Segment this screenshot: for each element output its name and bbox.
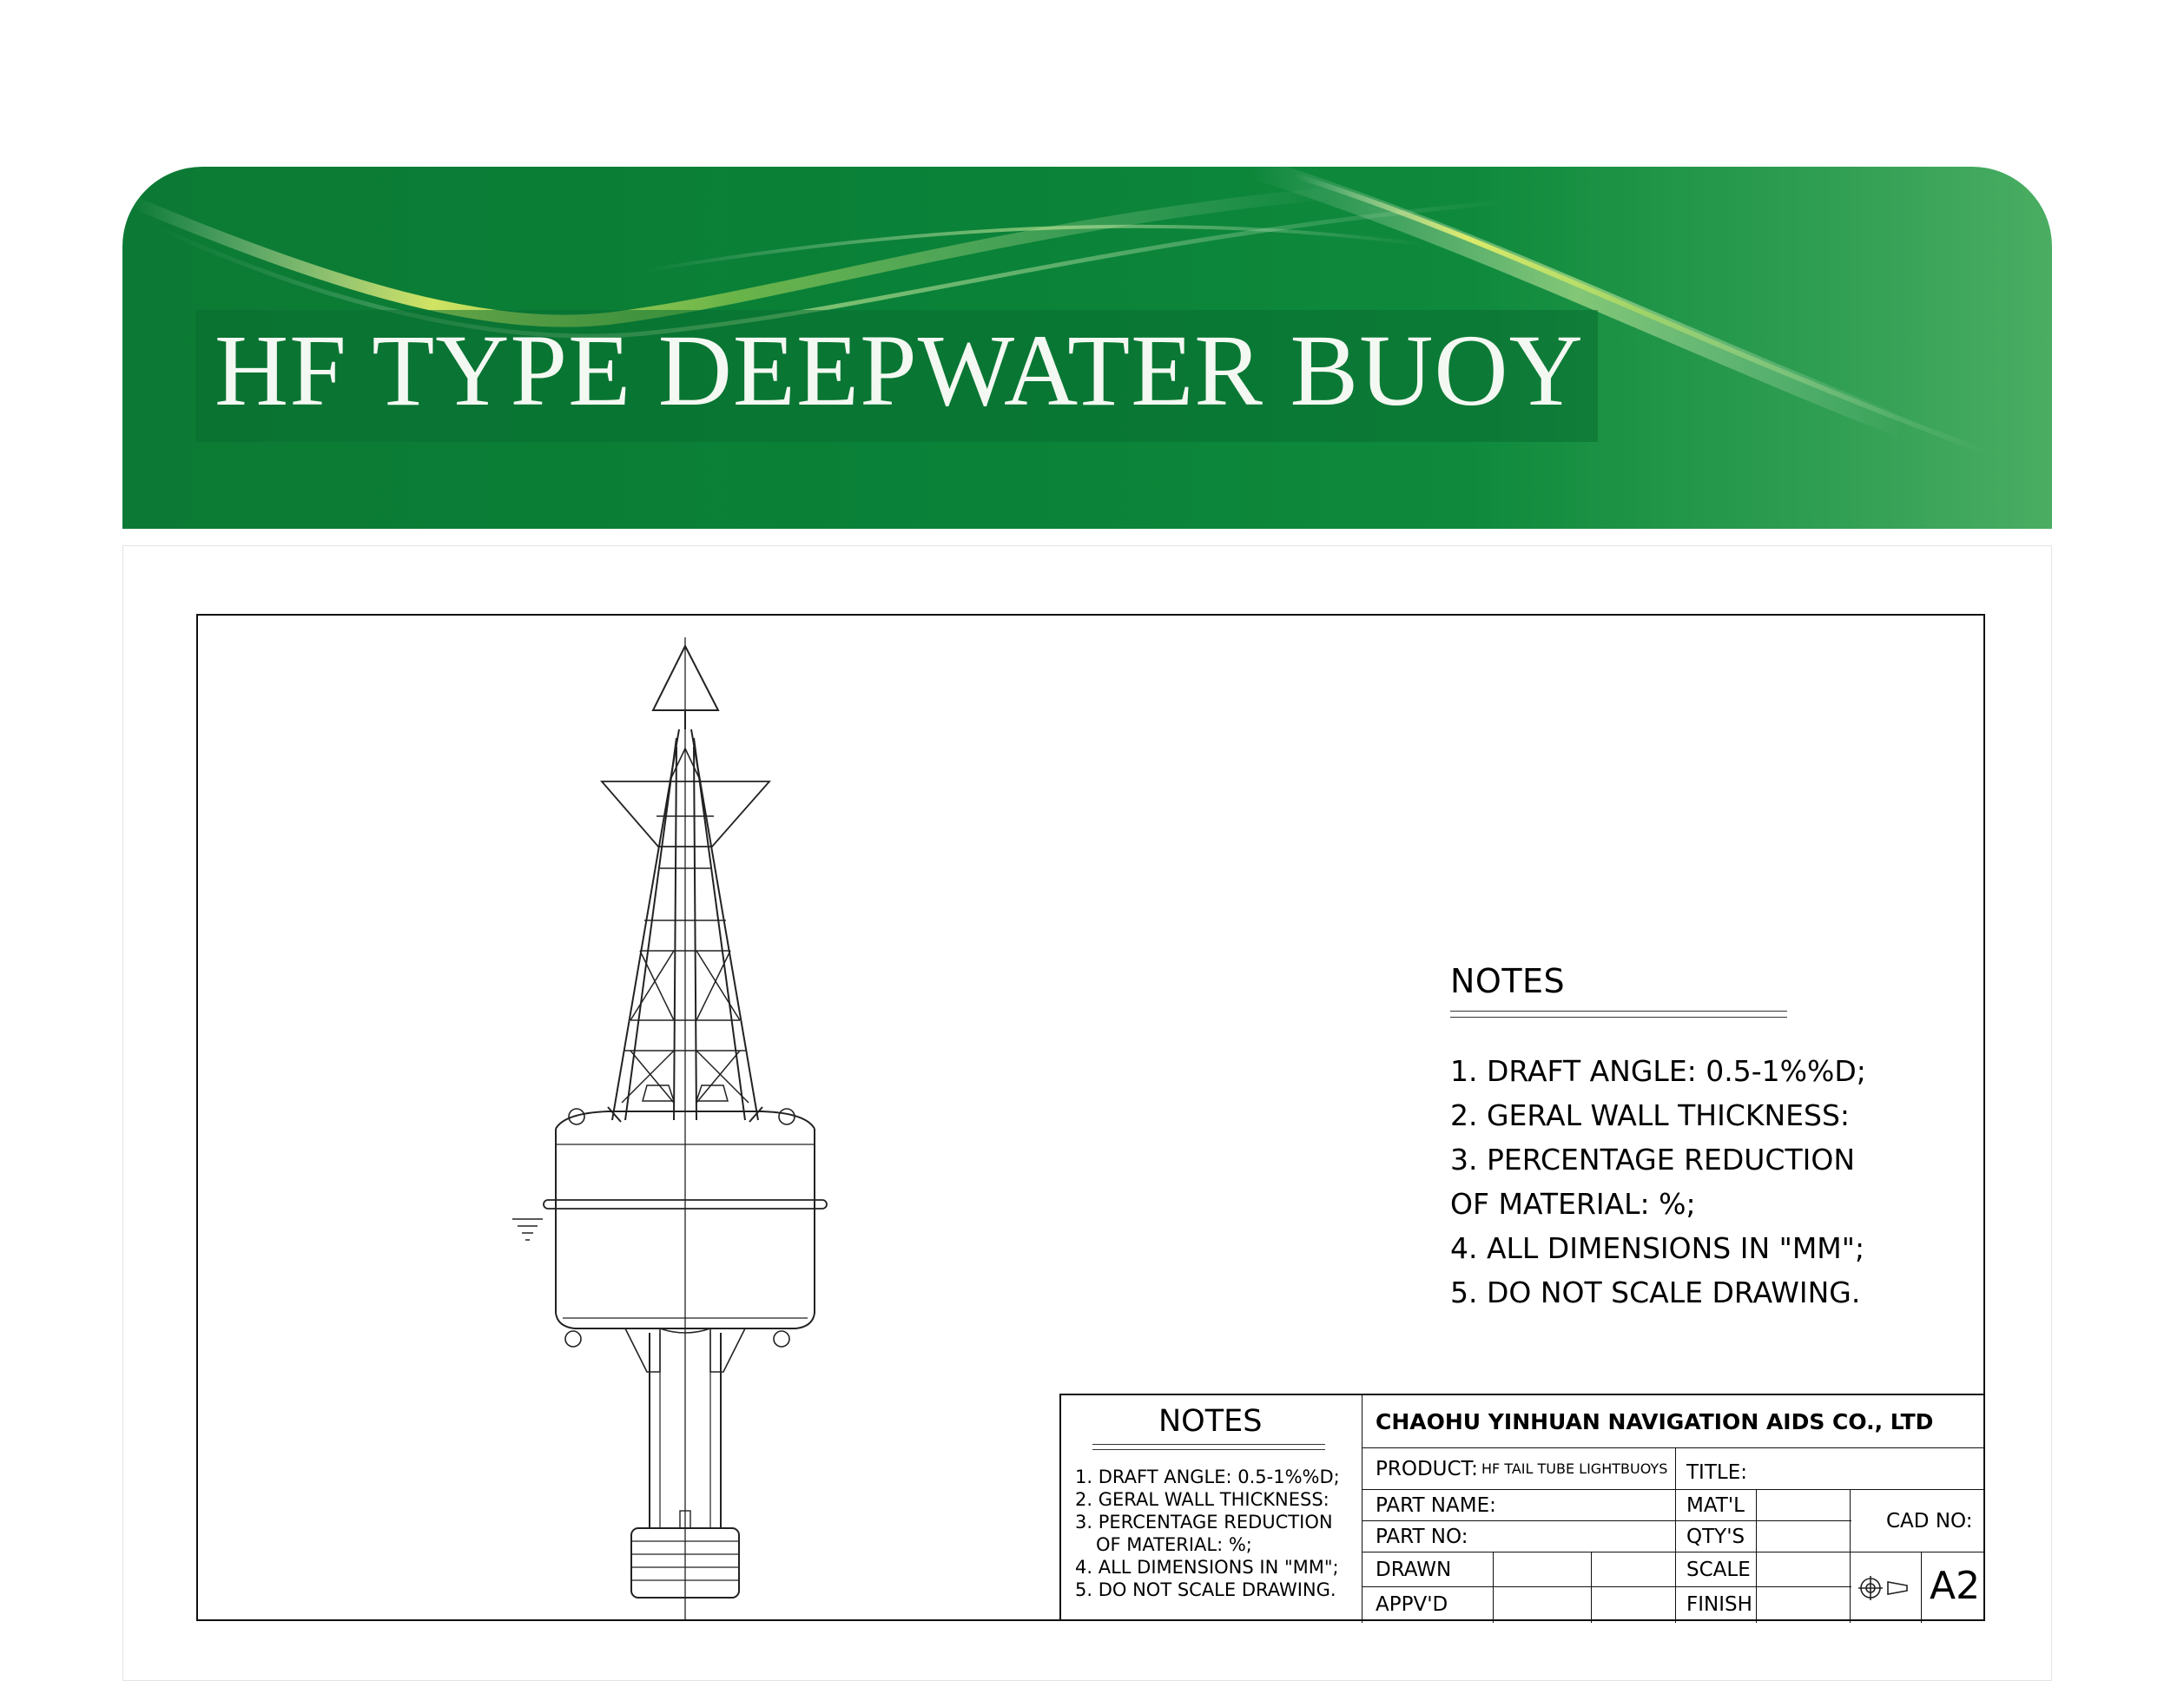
tb-divider <box>1362 1586 1851 1587</box>
page-title: HF TYPE DEEPWATER BUOY <box>214 313 1584 427</box>
tb-note-line: 3. PERCENTAGE REDUCTION <box>1075 1512 1333 1533</box>
tb-divider <box>1362 1489 1985 1490</box>
tb-divider <box>1362 1447 1985 1448</box>
note-line: 2. GERAL WALL THICKNESS: <box>1450 1098 1851 1132</box>
tb-note-line: 1. DRAFT ANGLE: 0.5-1%%D; <box>1075 1467 1340 1487</box>
appvd-label: APPV'D <box>1376 1593 1448 1616</box>
tb-notes-heading: NOTES <box>1158 1404 1263 1439</box>
tb-note-line: 5. DO NOT SCALE DRAWING. <box>1075 1579 1336 1600</box>
tb-divider <box>1675 1447 1676 1623</box>
tb-divider <box>1493 1552 1494 1623</box>
title-label: TITLE: <box>1686 1461 1747 1484</box>
note-line: 4. ALL DIMENSIONS IN "MM"; <box>1450 1231 1865 1265</box>
cad-no-label: CAD NO: <box>1886 1510 1973 1533</box>
finish-label: FINISH <box>1686 1593 1752 1616</box>
tb-divider <box>1756 1489 1757 1623</box>
tb-divider <box>1921 1552 1922 1623</box>
tb-note-line: 2. GERAL WALL THICKNESS: <box>1075 1489 1330 1510</box>
sheet-size: A2 <box>1930 1564 1981 1608</box>
tb-notes-underline <box>1092 1444 1325 1450</box>
product-label: PRODUCT: <box>1376 1458 1478 1480</box>
title-block <box>1059 1394 1985 1621</box>
tb-divider <box>1362 1395 1363 1623</box>
note-line: 1. DRAFT ANGLE: 0.5-1%%D; <box>1450 1054 1866 1088</box>
tb-note-line: 4. ALL DIMENSIONS IN "MM"; <box>1075 1557 1339 1578</box>
notes-section <box>1450 962 1963 1315</box>
scale-label: SCALE <box>1686 1559 1751 1581</box>
part-no-label: PART NO: <box>1376 1526 1468 1548</box>
notes-underline <box>1450 1011 1787 1018</box>
tb-divider <box>1850 1489 1851 1623</box>
qtys-label: QTY'S <box>1686 1526 1745 1548</box>
note-line: 3. PERCENTAGE REDUCTION <box>1450 1143 1856 1177</box>
company-name: CHAOHU YINHUAN NAVIGATION AIDS CO., LTD <box>1376 1409 1934 1434</box>
tb-divider <box>1591 1552 1592 1623</box>
note-line: OF MATERIAL: %; <box>1450 1187 1696 1221</box>
matl-label: MAT'L <box>1686 1494 1745 1517</box>
tb-divider <box>1362 1520 1851 1521</box>
product-value: HF TAIL TUBE LIGHTBUOYS <box>1481 1460 1668 1477</box>
drawn-label: DRAWN <box>1376 1559 1452 1581</box>
part-name-label: PART NAME: <box>1376 1494 1496 1517</box>
tb-note-line: OF MATERIAL: %; <box>1096 1534 1252 1555</box>
note-line: 5. DO NOT SCALE DRAWING. <box>1450 1276 1861 1309</box>
notes-heading: NOTES <box>1450 962 1566 1000</box>
projection-symbol-icon <box>1855 1571 1916 1605</box>
